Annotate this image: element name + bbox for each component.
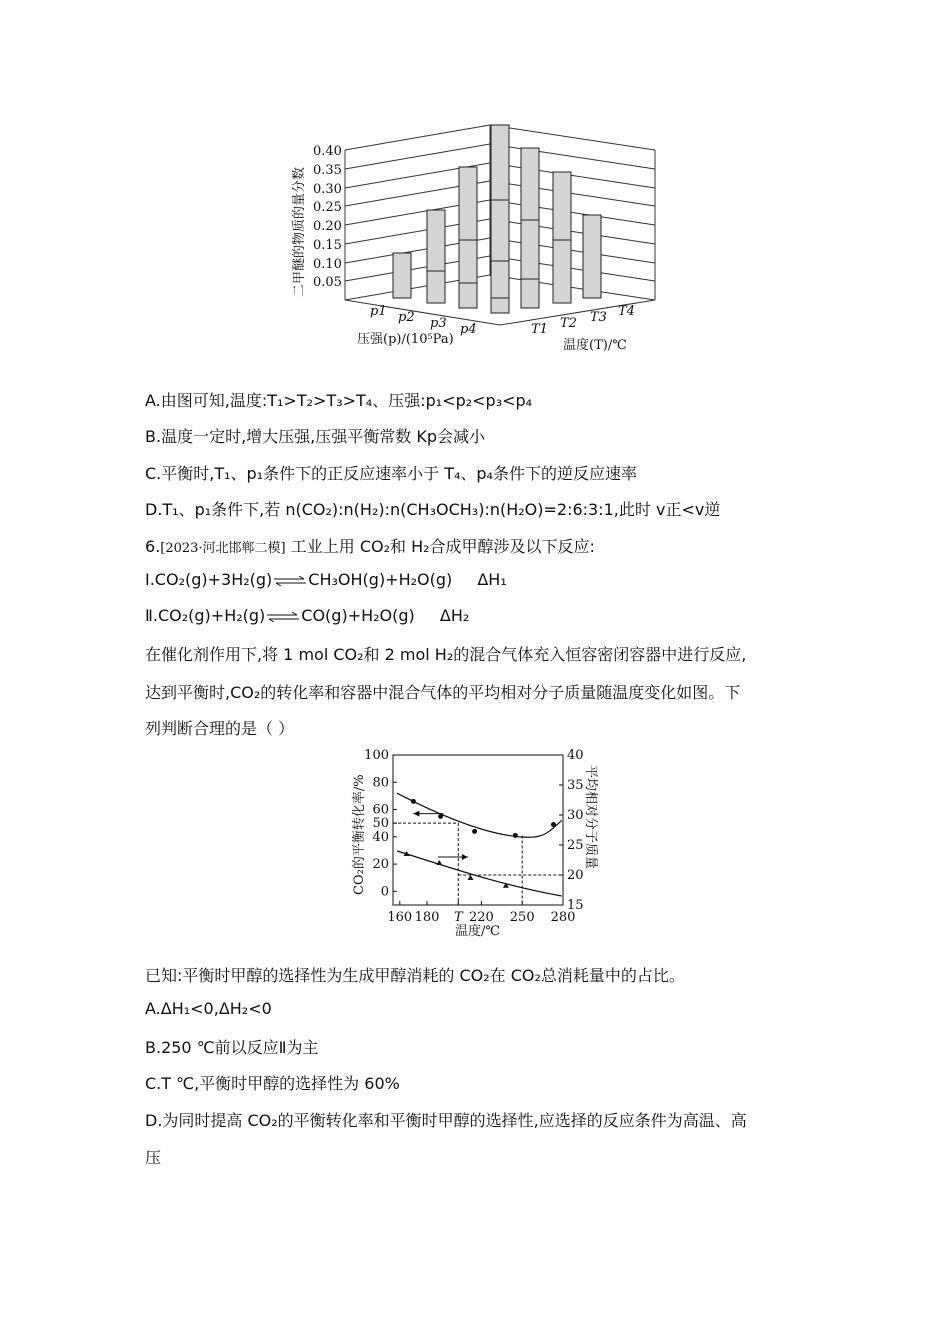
reaction-2-reactants: Ⅱ.CO₂(g)+H₂(g)	[145, 606, 266, 625]
pressure-tick: p2	[398, 310, 415, 325]
bar	[553, 240, 571, 303]
x-tick-label: 220	[468, 910, 494, 925]
y-right-tick-label: 20	[567, 868, 584, 883]
bar	[427, 271, 445, 303]
figure-line-chart	[345, 745, 615, 940]
q6-paragraph-1: 在催化剂作用下,将 1 mol CO₂和 2 mol H₂的混合气体充入恒容密闭容器中进行反应,	[145, 645, 747, 664]
reaction-2	[145, 606, 469, 625]
q5-option-d: D.T₁、p₁条件下,若 n(CO₂):n(H₂):n(CH₃OCH₃):n(H₂O)=2:6:3:1,此时 v正<v逆	[145, 500, 721, 519]
q6-paragraph-3: 列判断合理的是（ ）	[145, 719, 295, 738]
bar	[583, 215, 601, 298]
arrow-left-icon-head	[413, 811, 419, 817]
q6-header	[145, 534, 595, 557]
q6-option-b: B.250 ℃前以反应Ⅱ为主	[145, 1038, 319, 1057]
reaction-1	[145, 570, 507, 589]
y-tick: 0.10	[313, 257, 342, 272]
molar-mass-point	[436, 860, 442, 865]
bar	[491, 298, 509, 313]
q6-option-a: A.ΔH₁<0,ΔH₂<0	[145, 999, 272, 1018]
y-left-axis-label: CO₂的平衡转化率/%	[352, 774, 367, 895]
pressure-tick: p3	[430, 316, 447, 331]
conversion-point	[411, 799, 416, 804]
y-left-tick-label: 100	[364, 748, 389, 763]
conversion-point	[472, 829, 477, 834]
pressure-axis-label: 压强(p)/(10⁵Pa)	[357, 332, 454, 347]
conversion-curve	[397, 793, 562, 837]
x-tick-label: 250	[509, 910, 535, 925]
arrow-right-icon-head	[462, 854, 468, 860]
question-source: [2023·河北邯郸二模]	[160, 541, 286, 556]
equilibrium-arrow-icon	[267, 612, 299, 622]
bar	[521, 279, 539, 308]
pressure-tick: p4	[460, 322, 477, 337]
y-tick: 0.05	[313, 275, 342, 290]
y-right-tick-label: 15	[567, 898, 584, 913]
reaction-2-products: CO(g)+H₂O(g)	[301, 606, 415, 625]
equilibrium-arrow-icon	[274, 576, 306, 586]
x-tick-label: 160	[387, 910, 413, 925]
conversion-point	[551, 822, 556, 827]
y-tick: 0.35	[313, 163, 342, 178]
y-left-tick-label: 60	[372, 802, 389, 818]
y-tick: 0.40	[313, 144, 342, 159]
y-left-tick-label: 50	[372, 816, 389, 832]
q6-option-d: D.为同时提高 CO₂的平衡转化率和平衡时甲醇的选择性,应选择的反应条件为高温、高	[145, 1111, 747, 1130]
question-number: 6.	[145, 537, 161, 556]
molar-mass-point	[468, 875, 474, 880]
q5-option-a: A.由图可知,温度:T₁>T₂>T₃>T₄、压强:p₁<p₂<p₃<p₄	[145, 391, 533, 410]
temperature-tick: T1	[531, 322, 548, 337]
pressure-tick: p1	[370, 304, 387, 319]
y-axis-label: 二甲醚的物质的量分数	[292, 166, 307, 297]
y-tick: 0.15	[313, 238, 342, 253]
q5-option-b: B.温度一定时,增大压强,压强平衡常数 Kp会减小	[145, 427, 485, 446]
y-right-tick-label: 25	[567, 838, 584, 853]
temperature-tick: T2	[560, 316, 577, 331]
q6-option-d-continued: 压	[145, 1148, 162, 1167]
q6-paragraph-2: 达到平衡时,CO₂的转化率和容器中混合气体的平均相对分子质量随温度变化如图。下	[145, 683, 741, 702]
y-right-axis-label: 平均相对分子质量	[583, 765, 598, 870]
x-axis-label: 温度/℃	[455, 924, 500, 939]
reaction-1-products: CH₃OH(g)+H₂O(g)	[308, 570, 453, 589]
y-right-tick-label: 40	[567, 748, 584, 763]
q6-option-c: C.T ℃,平衡时甲醇的选择性为 60%	[145, 1074, 400, 1093]
temperature-axis-label: 温度(T)/℃	[563, 338, 627, 353]
reaction-1-reactants: Ⅰ.CO₂(g)+3H₂(g)	[145, 570, 273, 589]
y-right-tick-label: 35	[567, 778, 584, 793]
bar	[393, 253, 411, 298]
y-tick: 0.30	[313, 182, 342, 197]
y-tick: 0.25	[313, 200, 342, 215]
conversion-point	[513, 833, 518, 838]
figure-3d-bar-chart	[285, 115, 675, 360]
x-tick-label: T	[453, 910, 463, 925]
y-left-tick-label: 0	[380, 884, 389, 900]
q5-option-c: C.平衡时,T₁、p₁条件下的正反应速率小于 T₄、p₄条件下的逆反应速率	[145, 464, 637, 483]
temperature-tick: T4	[618, 304, 635, 319]
question-stem: 工业上用 CO₂和 H₂合成甲醇涉及以下反应:	[290, 537, 595, 556]
x-tick-label: 180	[414, 910, 440, 925]
x-tick-label: 280	[550, 910, 576, 925]
y-left-tick-label: 80	[372, 775, 389, 791]
conversion-point	[438, 814, 443, 819]
y-left-tick-label: 20	[372, 857, 389, 873]
bar	[459, 283, 477, 308]
reaction-2-enthalpy: ΔH₂	[439, 606, 470, 625]
q6-known: 已知:平衡时甲醇的选择性为生成甲醇消耗的 CO₂在 CO₂总消耗量中的占比。	[145, 966, 685, 985]
y-tick: 0.20	[313, 219, 342, 234]
molar-mass-curve	[397, 851, 562, 896]
y-right-tick-label: 30	[567, 808, 584, 823]
temperature-tick: T3	[590, 310, 607, 325]
y-left-tick-label: 40	[372, 829, 389, 845]
reaction-1-enthalpy: ΔH₁	[477, 570, 507, 589]
